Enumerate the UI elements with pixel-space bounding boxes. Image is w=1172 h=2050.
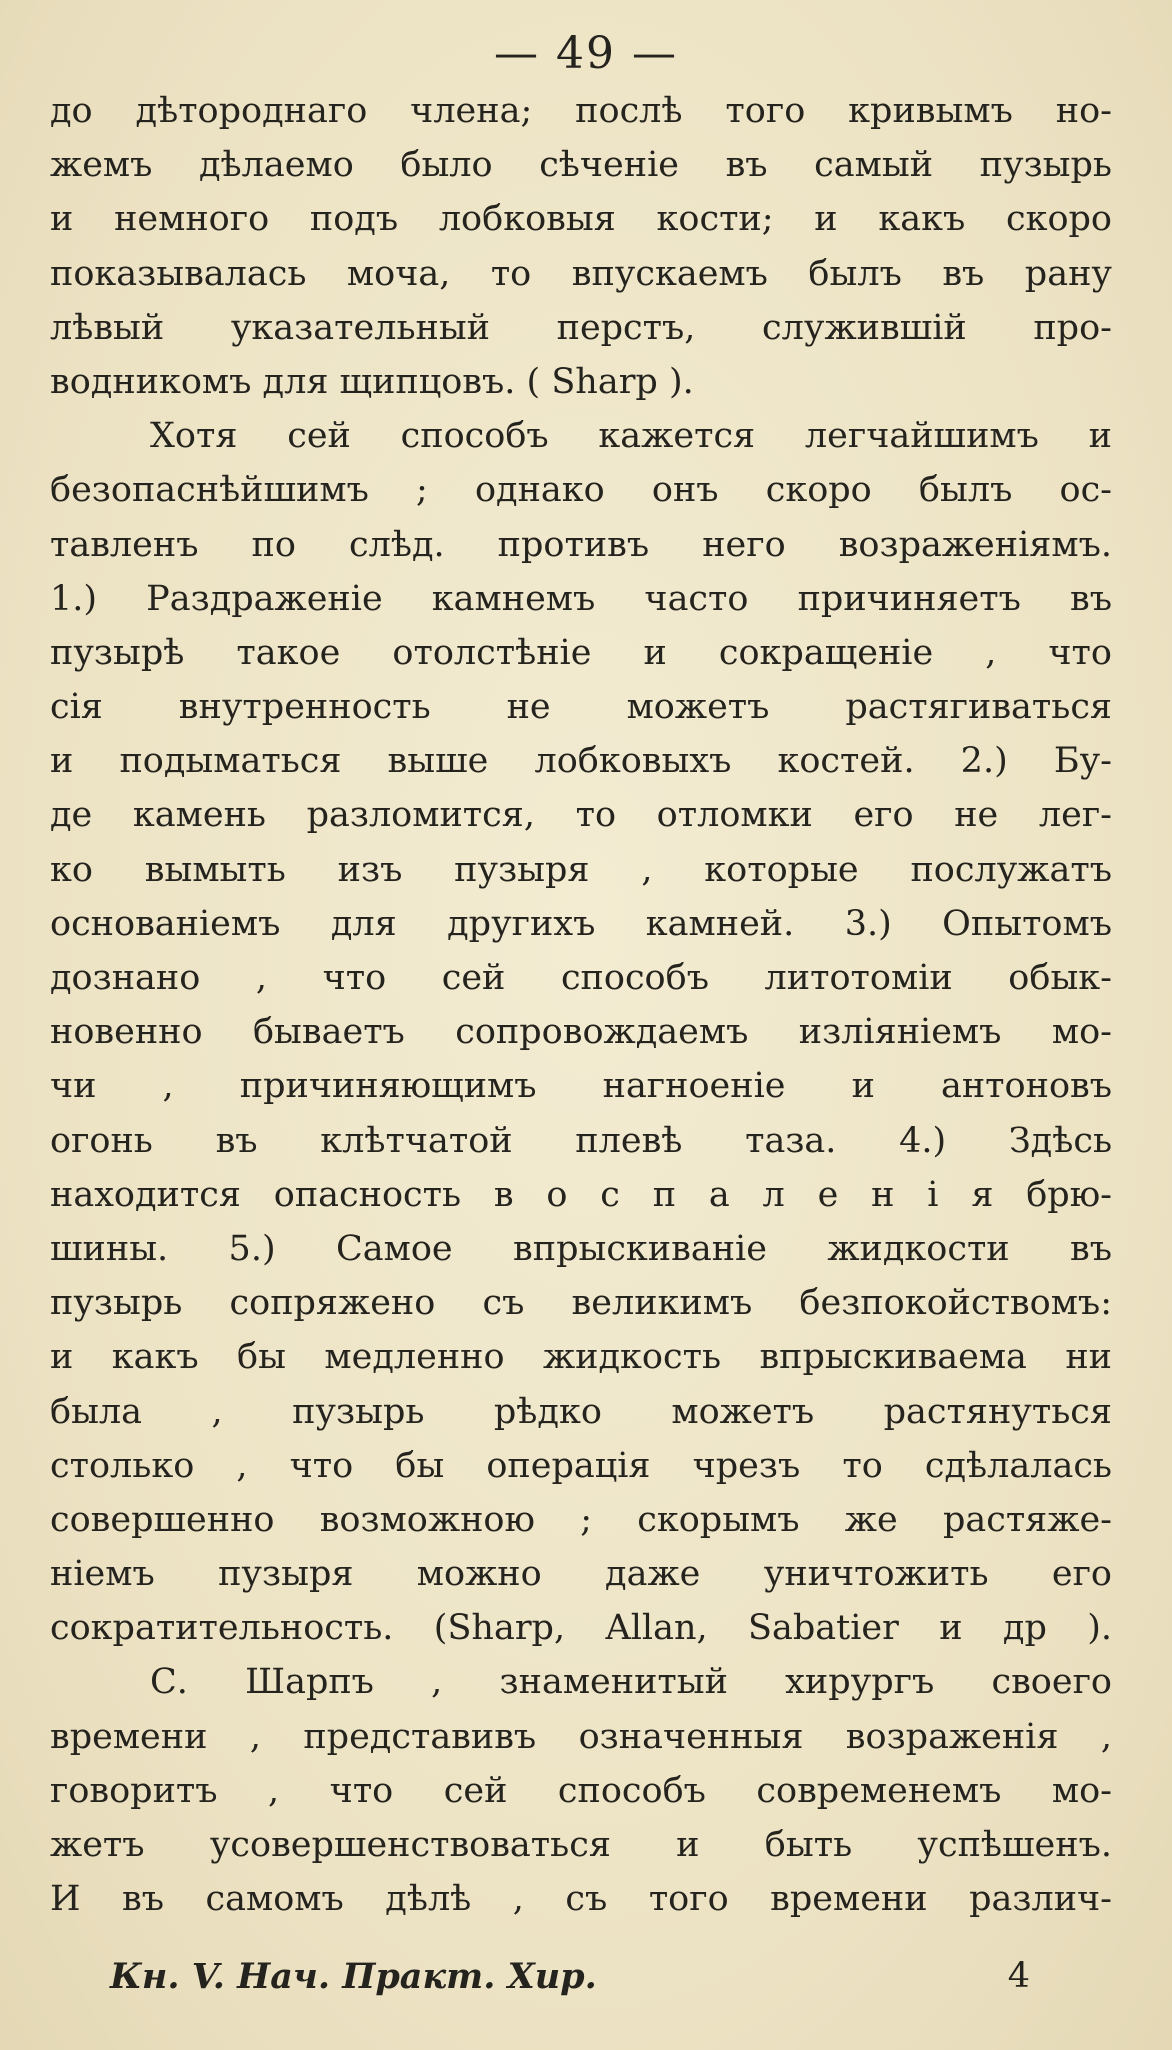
text-line: находится опасность в о с п а л е н і я брю- bbox=[50, 1174, 1112, 1215]
page-number-header: — 49 — bbox=[494, 28, 678, 79]
text-line: безопаснѣйшимъ ; однако онъ скоро былъ ос- bbox=[50, 470, 1112, 511]
text-line: пузырѣ такое отолстѣніе и сокращеніе , что bbox=[50, 632, 1112, 673]
text-line: С. Шарпъ , знаменитый хирургъ своего bbox=[150, 1662, 1112, 1703]
text-line: и подыматься выше лобковыхъ костей. 2.) Бу- bbox=[50, 741, 1112, 782]
text-line: ко вымыть изъ пузыря , которые послужатъ bbox=[50, 849, 1112, 890]
text-line: основаніемъ для другихъ камней. 3.) Опытомъ bbox=[50, 903, 1112, 944]
text-line: жемъ дѣлаемо было сѣченіе въ самый пузырь bbox=[50, 145, 1112, 186]
text-line: пузырь сопряжено съ великимъ безпокойствомъ: bbox=[50, 1283, 1112, 1324]
text-line: новенно бываетъ сопровождаемъ изліяніемъ мо- bbox=[50, 1012, 1112, 1053]
text-line: была , пузырь рѣдко можетъ растянуться bbox=[50, 1391, 1112, 1432]
text-line: до дѣтороднаго члена; послѣ того кривымъ но- bbox=[50, 91, 1112, 131]
text-line: лѣвый указательный перстъ, служившій про- bbox=[50, 307, 1112, 348]
text-line: говоритъ , что сей способъ современемъ мо- bbox=[50, 1770, 1112, 1811]
text-line: шины. 5.) Самое впрыскиваніе жидкости въ bbox=[50, 1228, 1112, 1269]
text-line: Хотя сей способъ кажется легчайшимъ и bbox=[150, 416, 1112, 457]
text-line: И въ самомъ дѣлѣ , съ того времени различ- bbox=[50, 1879, 1112, 1920]
text-line: де камень разломится, то отломки его не лег- bbox=[50, 795, 1112, 836]
text-line: водникомъ для щипцовъ. ( Sharp ). bbox=[50, 361, 694, 402]
sheet-number: 4 bbox=[1007, 1956, 1030, 1996]
text-line: и немного подъ лобковыя кости; и какъ скоро bbox=[50, 199, 1112, 240]
page-footer bbox=[110, 1956, 1030, 2006]
text-line: ніемъ пузыря можно даже уничтожить его bbox=[50, 1554, 1112, 1595]
text-line: тавленъ по слѣд. противъ него возраженіямъ. bbox=[50, 524, 1112, 565]
text-line: сократительность. (Sharp, Allan, Sabatier и др ). bbox=[50, 1608, 1112, 1649]
page-body bbox=[50, 84, 1112, 1926]
text-line: дознано , что сей способъ литотоміи обык- bbox=[50, 958, 1112, 998]
text-line: и какъ бы медленно жидкость впрыскиваема ни bbox=[50, 1337, 1112, 1378]
signature-mark: Кн. V. Нач. Практ. Хир. bbox=[110, 1956, 597, 1997]
text-line: чи , причиняющимъ нагноеніе и антоновъ bbox=[50, 1066, 1112, 1107]
text-line: 1.) Раздраженіе камнемъ часто причиняетъ въ bbox=[50, 578, 1112, 619]
text-line: огонь въ клѣтчатой плевѣ таза. 4.) Здѣсь bbox=[50, 1120, 1112, 1161]
text-line: жетъ усовершенствоваться и быть успѣшенъ. bbox=[50, 1825, 1112, 1865]
text-line: совершенно возможною ; скорымъ же растяже- bbox=[50, 1499, 1112, 1540]
text-line: показывалась моча, то впускаемъ былъ въ рану bbox=[50, 253, 1112, 294]
text-line: сія внутренность не можетъ растягиваться bbox=[50, 687, 1112, 728]
text-line: времени , представивъ означенныя возраженія , bbox=[50, 1716, 1112, 1757]
text-line: столько , что бы операція чрезъ то сдѣлалась bbox=[50, 1445, 1112, 1486]
